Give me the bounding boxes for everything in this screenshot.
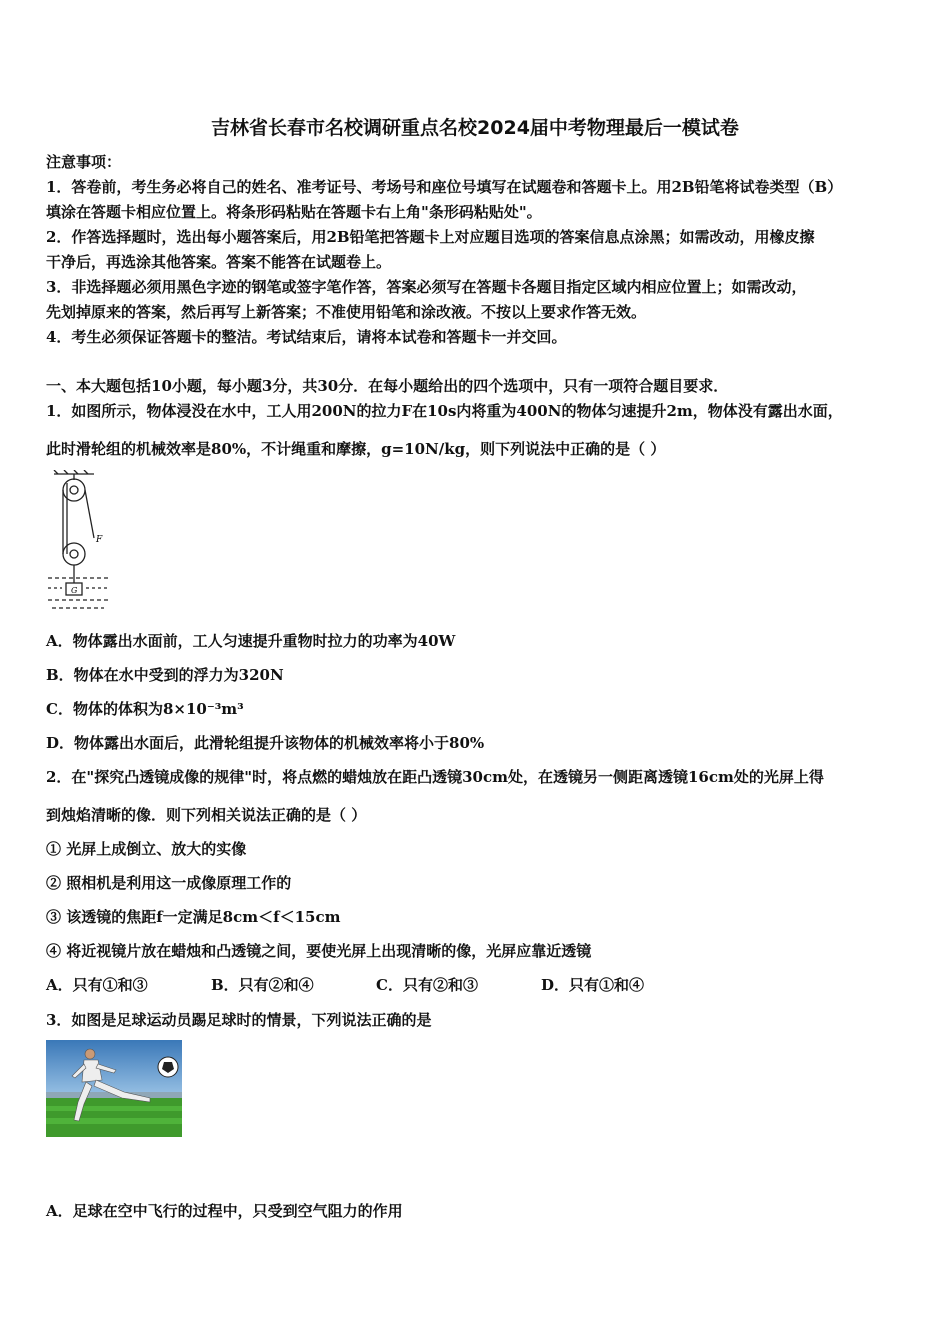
notice-line: 干净后，再选涂其他答案。答案不能答在试题卷上。	[46, 253, 392, 271]
notice-heading: 注意事项：	[46, 153, 122, 171]
q1-option: C．物体的体积为8×10⁻³m³	[46, 700, 244, 718]
q2-option: C．只有②和③	[376, 976, 478, 994]
pulley-system-figure	[44, 470, 114, 615]
notice-line: 1．答卷前，考生务必将自己的姓名、准考证号、考场号和座位号填写在试题卷和答题卡上。用2B铅笔将试卷类型（B）	[46, 178, 843, 196]
q1-option: A．物体露出水面前，工人匀速提升重物时拉力的功率为40W	[46, 632, 456, 650]
q2-statement: ① 光屏上成倒立、放大的实像	[46, 840, 247, 858]
section-heading: 一、本大题包括10小题，每小题3分，共30分．在每小题给出的四个选项中，只有一项符合题目要求．	[46, 377, 729, 395]
q2-option: A．只有①和③	[46, 976, 148, 994]
exam-title: 吉林省长春市名校调研重点名校2024届中考物理最后一模试卷	[211, 117, 739, 139]
notice-line: 4．考生必须保证答题卡的整洁。考试结束后，请将本试卷和答题卡一并交回。	[46, 328, 567, 346]
q2-stem: 2．在"探究凸透镜成像的规律"时，将点燃的蜡烛放在距凸透镜30cm处，在透镜另一侧距离透镜16cm处的光屏上得	[46, 768, 824, 786]
q1-stem: 1．如图所示，物体浸没在水中，工人用200N的拉力F在10s内将重为400N的物体匀速提升2m，物体没有露出水面，	[46, 402, 843, 420]
soccer-player-photo	[46, 1040, 182, 1137]
q2-statement: ② 照相机是利用这一成像原理工作的	[46, 874, 292, 892]
q1-option: D．物体露出水面后，此滑轮组提升该物体的机械效率将小于80%	[46, 734, 485, 752]
notice-line: 3．非选择题必须用黑色字迹的钢笔或签字笔作答，答案必须写在答题卡各题目指定区域内相应位置上；如需改动，	[46, 278, 807, 296]
q1-option: B．物体在水中受到的浮力为320N	[46, 666, 284, 684]
q2-options	[46, 975, 644, 995]
notice-line: 填涂在答题卡相应位置上。将条形码粘贴在答题卡右上角"条形码粘贴处"。	[46, 203, 542, 221]
q3-stem: 3．如图是足球运动员踢足球时的情景，下列说法正确的是	[46, 1011, 432, 1029]
fig-label-F: F	[96, 535, 103, 545]
q2-stem: 到烛焰清晰的像．则下列相关说法正确的是（ ）	[46, 806, 367, 824]
q2-statement: ③ 该透镜的焦距f一定满足8cm＜f＜15cm	[46, 908, 341, 926]
q1-stem: 此时滑轮组的机械效率是80%，不计绳重和摩擦，g=10N/kg，则下列说法中正确的是（ ）	[46, 440, 666, 458]
q3-option: A．足球在空中飞行的过程中，只受到空气阻力的作用	[46, 1202, 403, 1220]
notice-line: 先划掉原来的答案，然后再写上新答案；不准使用铅笔和涂改液。不按以上要求作答无效。	[46, 303, 647, 321]
fig-label-G: G	[71, 586, 78, 595]
notice-line: 2．作答选择题时，选出每小题答案后，用2B铅笔把答题卡上对应题目选项的答案信息点涂黑；如需改动，用橡皮擦	[46, 228, 815, 246]
q2-option: D．只有①和④	[541, 976, 645, 994]
q2-statement: ④ 将近视镜片放在蜡烛和凸透镜之间，要使光屏上出现清晰的像，光屏应靠近透镜	[46, 942, 592, 960]
q2-option: B．只有②和④	[211, 976, 314, 994]
